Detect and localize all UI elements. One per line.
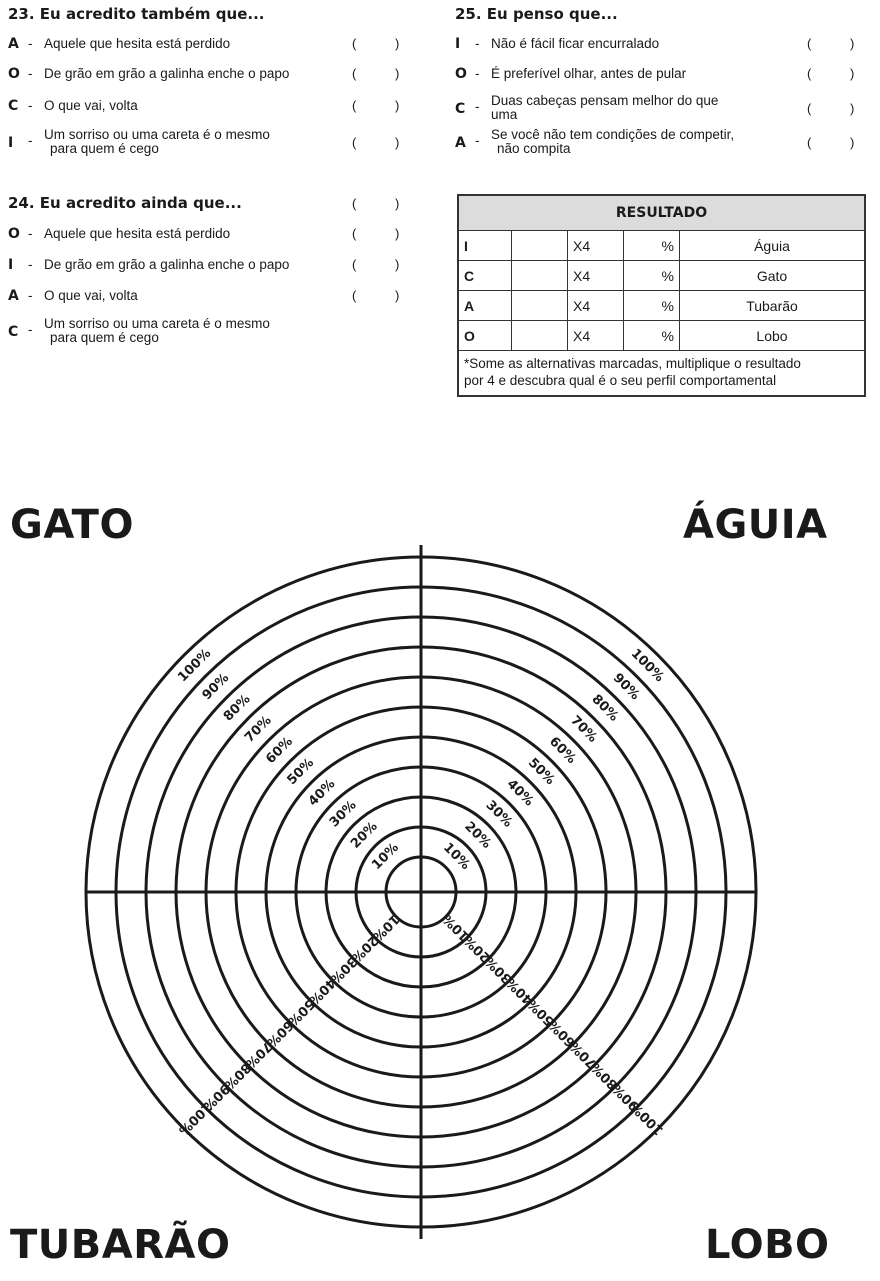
ring-label-gato-50: 50% xyxy=(284,755,318,789)
option-letter: A xyxy=(8,288,19,304)
option-dash: - xyxy=(28,322,33,337)
ring-label-aguia-50: 50% xyxy=(524,755,558,789)
ring-label-tubarao-90: 90% xyxy=(199,1080,233,1114)
checkbox-open: ( xyxy=(352,257,357,272)
ring-label-tubarao-100: 100% xyxy=(175,1098,215,1138)
option-text: Duas cabeças pensam melhor do que xyxy=(491,93,719,108)
option-dash: - xyxy=(28,226,33,241)
ring-label-gato-80: 80% xyxy=(220,691,254,725)
result-letter: C xyxy=(464,267,475,284)
ring-label-lobo-60: 60% xyxy=(546,1017,579,1050)
ring-label-tubarao-60: 60% xyxy=(263,1017,296,1050)
ring-label-aguia-80: 80% xyxy=(588,691,622,725)
checkbox-open: ( xyxy=(352,98,357,113)
result-table-title: RESULTADO xyxy=(458,195,865,231)
result-mult: X4 xyxy=(568,321,624,351)
checkbox-open: ( xyxy=(352,135,357,150)
question-24-title: 24. Eu acredito ainda que... xyxy=(8,194,242,212)
option-dash: - xyxy=(475,66,480,81)
option-letter: I xyxy=(8,135,14,151)
checkbox-close: ) xyxy=(850,135,855,150)
checkbox-close: ) xyxy=(395,288,400,303)
ring-label-lobo-40: 40% xyxy=(503,974,537,1008)
checkbox-close: ) xyxy=(395,226,400,241)
result-pct-cell[interactable]: % xyxy=(624,231,680,261)
option-text: Aquele que hesita está perdido xyxy=(44,226,231,241)
option-text-line2: uma xyxy=(491,107,518,122)
ring-label-lobo-100: 100% xyxy=(627,1098,667,1138)
option-text: Aquele que hesita está perdido xyxy=(44,36,231,51)
ring-label-gato-10: 10% xyxy=(369,840,402,873)
ring-label-gato-20: 20% xyxy=(348,819,381,852)
checkbox-open: ( xyxy=(352,288,357,303)
quadrant-label-gato: GATO xyxy=(10,502,134,548)
ring-label-tubarao-10: 10% xyxy=(369,911,402,944)
ring-label-lobo-70: 70% xyxy=(567,1038,600,1071)
ring-label-aguia-20: 20% xyxy=(461,819,494,852)
option-letter: C xyxy=(455,101,466,117)
ring-label-tubarao-20: 20% xyxy=(348,932,381,965)
option-dash: - xyxy=(28,98,33,113)
result-animal: Gato xyxy=(680,261,866,291)
result-animal: Lobo xyxy=(680,321,866,351)
option-text: Um sorriso ou uma careta é o mesmo xyxy=(44,127,270,142)
result-letter: I xyxy=(464,237,468,254)
result-animal: Águia xyxy=(680,231,866,261)
option-letter: A xyxy=(8,36,19,52)
checkbox-open: ( xyxy=(352,226,357,241)
checkbox-close: ) xyxy=(395,135,400,150)
result-note-line2: por 4 e descubra qual é o seu perfil comportamental xyxy=(464,373,777,388)
ring-label-tubarao-30: 30% xyxy=(326,953,360,987)
option-letter: O xyxy=(455,66,467,82)
checkbox-open: ( xyxy=(807,66,812,81)
checkbox-close: ) xyxy=(395,66,400,81)
checkbox-close: ) xyxy=(850,101,855,116)
ring-label-tubarao-80: 80% xyxy=(220,1059,254,1093)
result-letter: O xyxy=(464,327,475,344)
result-mult: X4 xyxy=(568,261,624,291)
question-23-title: 23. Eu acredito também que... xyxy=(8,5,265,23)
option-text: O que vai, volta xyxy=(44,288,138,303)
checkbox-open: ( xyxy=(352,66,357,81)
question-25-title: 25. Eu penso que... xyxy=(455,5,618,23)
result-pct-cell[interactable]: % xyxy=(624,291,680,321)
option-text: De grão em grão a galinha enche o papo xyxy=(44,66,290,81)
option-dash: - xyxy=(475,36,480,51)
ring-label-gato-60: 60% xyxy=(263,734,296,767)
option-text-line2: para quem é cego xyxy=(50,141,159,156)
option-text-line2: para quem é cego xyxy=(50,330,159,345)
option-letter: C xyxy=(8,324,19,340)
option-text: De grão em grão a galinha enche o papo xyxy=(44,257,290,272)
result-pct-cell[interactable]: % xyxy=(624,321,680,351)
option-text: Um sorriso ou uma careta é o mesmo xyxy=(44,316,270,331)
ring-label-aguia-90: 90% xyxy=(609,670,643,704)
result-note-line1: *Some as alternativas marcadas, multiplique o resultado xyxy=(464,356,801,371)
result-mult: X4 xyxy=(568,231,624,261)
ring-label-gato-40: 40% xyxy=(305,776,339,810)
ring-label-lobo-90: 90% xyxy=(609,1080,643,1114)
checkbox-close: ) xyxy=(395,257,400,272)
ring-label-aguia-30: 30% xyxy=(482,797,516,831)
checkbox-open: ( xyxy=(807,135,812,150)
ring-label-tubarao-40: 40% xyxy=(305,974,339,1008)
quadrant-label-aguia: ÁGUIA xyxy=(683,502,828,548)
quadrant-label-tubarao: TUBARÃO xyxy=(10,1222,231,1268)
option-dash: - xyxy=(28,288,33,303)
ring-label-aguia-10: 10% xyxy=(440,840,473,873)
option-letter: C xyxy=(8,98,19,114)
checkbox-close: ) xyxy=(395,36,400,51)
ring-label-aguia-100: 100% xyxy=(627,646,667,686)
checkbox-close: ) xyxy=(850,36,855,51)
option-dash: - xyxy=(475,133,480,148)
option-dash: - xyxy=(28,36,33,51)
ring-label-lobo-80: 80% xyxy=(588,1059,622,1093)
ring-label-aguia-70: 70% xyxy=(567,713,600,746)
ring-label-gato-100: 100% xyxy=(175,646,215,686)
option-text: Se você não tem condições de competir, xyxy=(491,127,735,142)
option-dash: - xyxy=(475,99,480,114)
ring-label-gato-70: 70% xyxy=(242,713,275,746)
result-animal: Tubarão xyxy=(680,291,866,321)
ring-label-lobo-30: 30% xyxy=(482,953,516,987)
option-dash: - xyxy=(28,257,33,272)
checkbox-close: ) xyxy=(850,66,855,81)
option-text: Não é fácil ficar encurralado xyxy=(491,36,660,51)
option-letter: I xyxy=(455,36,461,52)
ring-label-lobo-10: 10% xyxy=(440,911,473,944)
option-text: O que vai, volta xyxy=(44,98,138,113)
option-letter: A xyxy=(455,135,466,151)
ring-label-lobo-20: 20% xyxy=(461,932,494,965)
ring-label-gato-90: 90% xyxy=(199,670,233,704)
ring-label-gato-30: 30% xyxy=(326,797,360,831)
option-text: É preferível olhar, antes de pular xyxy=(491,66,687,81)
result-letter: A xyxy=(464,297,475,314)
checkbox-open: ( xyxy=(807,101,812,116)
ring-label-tubarao-70: 70% xyxy=(242,1038,275,1071)
option-letter: O xyxy=(8,66,20,82)
checkbox-open: ( xyxy=(352,196,357,211)
result-pct-cell[interactable]: % xyxy=(624,261,680,291)
option-letter: I xyxy=(8,257,14,273)
quadrant-label-lobo: LOBO xyxy=(705,1222,830,1268)
checkbox-close: ) xyxy=(395,98,400,113)
ring-label-lobo-50: 50% xyxy=(524,995,558,1029)
option-letter: O xyxy=(8,226,20,242)
option-dash: - xyxy=(28,66,33,81)
option-text-line2: não compita xyxy=(497,141,571,156)
checkbox-open: ( xyxy=(807,36,812,51)
result-mult: X4 xyxy=(568,291,624,321)
checkbox-close: ) xyxy=(395,196,400,211)
ring-label-aguia-60: 60% xyxy=(546,734,579,767)
ring-label-aguia-40: 40% xyxy=(503,776,537,810)
checkbox-open: ( xyxy=(352,36,357,51)
ring-label-tubarao-50: 50% xyxy=(284,995,318,1029)
option-dash: - xyxy=(28,133,33,148)
